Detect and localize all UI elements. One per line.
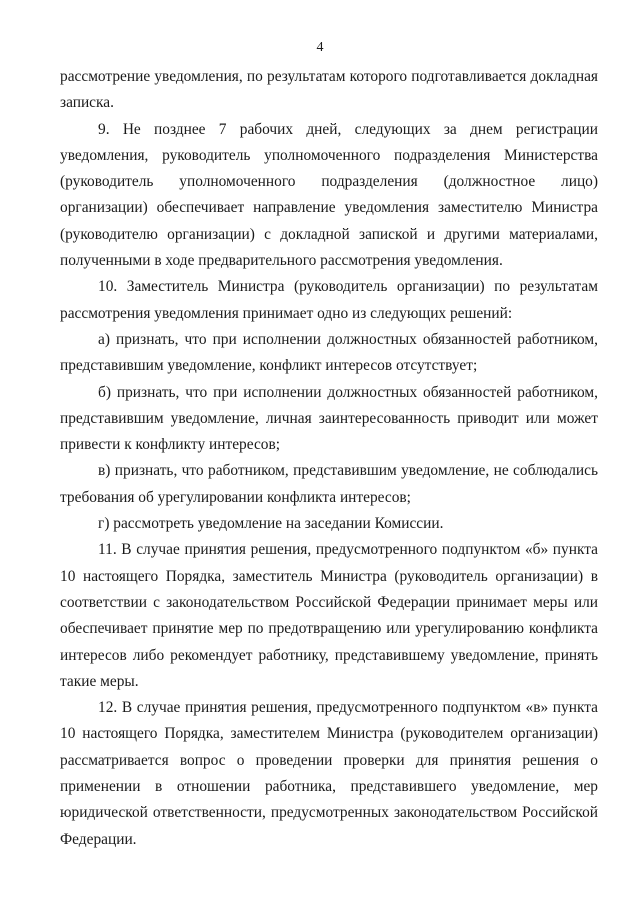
- paragraph-item-12: 12. В случае принятия решения, предусмотренного подпунктом «в» пункта 10 настоящего Порядка, заместителем Министра (руководителем организации) рассматривается вопрос о проведении проверки для принятия решения о применении в отношении работника, представившего уведомление, мер юридической ответственности, предусмотренных законодательством Российской Федерации.: [60, 699, 598, 848]
- subitem-a: а) признать, что при исполнении должностных обязанностей работником, представившим уведомление, конфликт интересов отсутствует;: [60, 330, 598, 375]
- subitem-b: б) признать, что при исполнении должностных обязанностей работником, представившим уведомление, личная заинтересованность приводит или может привести к конфликту интересов;: [60, 383, 598, 454]
- paragraph-continuation: рассмотрение уведомления, по результатам которого подготавливается докладная записка.: [60, 68, 598, 112]
- document-body: [60, 64, 598, 853]
- paragraph-item-11: 11. В случае принятия решения, предусмотренного подпунктом «б» пункта 10 настоящего Порядка, заместитель Министра (руководитель организации) в соответствии с законодательством Российской Федерации принимает меры или обеспечивает принятие мер по предотвращению или урегулированию конфликта интересов либо рекомендует работнику, представившему уведомление, принять такие меры.: [60, 541, 598, 690]
- paragraph-item-10: 10. Заместитель Министра (руководитель организации) по результатам рассмотрения уведомления принимает одно из следующих решений:: [60, 278, 598, 322]
- subitem-v: в) признать, что работником, представившим уведомление, не соблюдались требования об урегулировании конфликта интересов;: [60, 462, 598, 506]
- paragraph-item-9: 9. Не позднее 7 рабочих дней, следующих за днем регистрации уведомления, руководитель уполномоченного подразделения Министерства (руководитель уполномоченного подразделения (должностное лицо) организации) обеспечивает направление уведомления заместителю Министра (руководителю организации) с докладной запиской и другими материалами, полученными в ходе предварительного рассмотрения уведомления.: [60, 120, 598, 270]
- page-number: 4: [316, 40, 324, 55]
- subitem-g: г) рассмотреть уведомление на заседании Комиссии.: [98, 515, 444, 533]
